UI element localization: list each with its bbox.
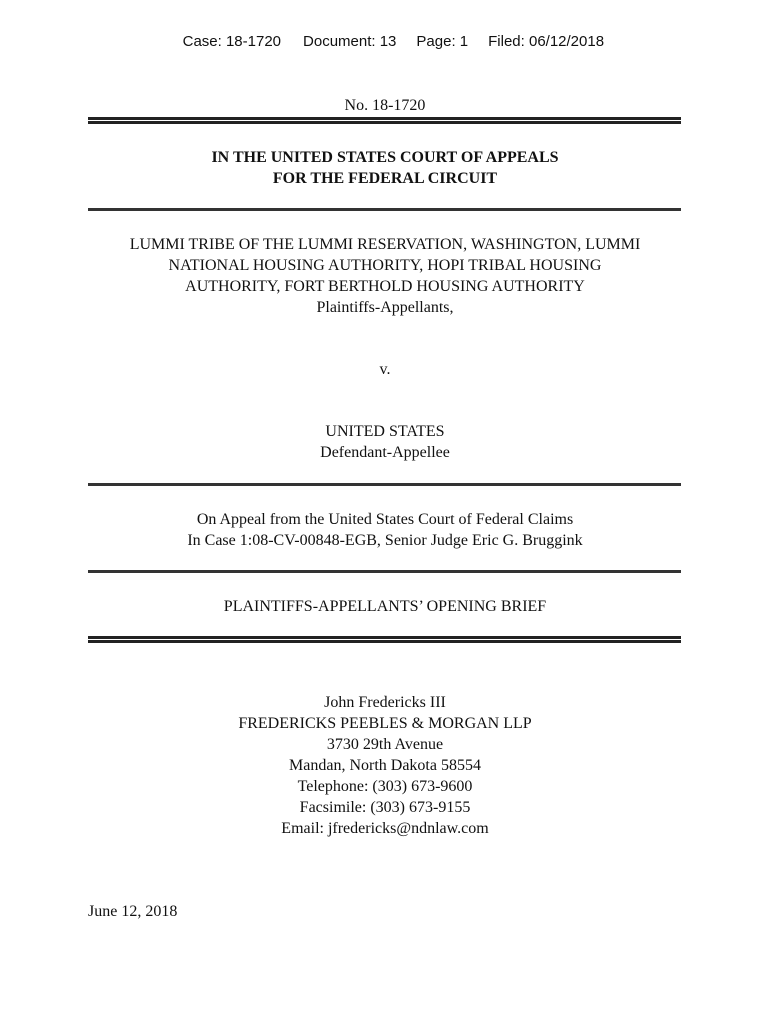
header-document: Document: 13 (303, 33, 397, 50)
plaintiffs-line-1: LUMMI TRIBE OF THE LUMMI RESERVATION, WASHINGTON, LUMMI (129, 236, 641, 253)
header-case: Case: 18-1720 (182, 33, 282, 50)
header-page: Page: 1 (416, 33, 469, 50)
plaintiffs-block (88, 234, 682, 318)
counsel-name: John Fredericks III (324, 694, 446, 711)
appeal-block (88, 509, 682, 551)
double-rule-bottom (88, 636, 681, 641)
court-caption (88, 147, 682, 189)
filing-header (0, 16, 770, 67)
rule-after-defendant (88, 483, 681, 486)
counsel-address-2: Mandan, North Dakota 58554 (289, 757, 481, 774)
plaintiffs-line-3: AUTHORITY, FORT BERTHOLD HOUSING AUTHORITY (185, 278, 585, 295)
appeal-line-1: On Appeal from the United States Court of Federal Claims (196, 511, 574, 528)
counsel-email: Email: jfredericks@ndnlaw.com (281, 820, 489, 837)
counsel-address-1: 3730 29th Avenue (326, 736, 444, 753)
header-filed: Filed: 06/12/2018 (488, 33, 605, 50)
plaintiffs-line-2: NATIONAL HOUSING AUTHORITY, HOPI TRIBAL HOUSING (168, 257, 602, 274)
versus: v. (379, 361, 391, 378)
counsel-telephone: Telephone: (303) 673-9600 (297, 778, 473, 795)
defendant-block (88, 421, 682, 463)
rule-after-court (88, 208, 681, 211)
counsel-facsimile: Facsimile: (303) 673-9155 (299, 799, 471, 816)
counsel-firm: FREDERICKS PEEBLES & MORGAN LLP (238, 715, 532, 732)
defendant-name: UNITED STATES (325, 423, 445, 440)
rule-after-appeal (88, 570, 681, 573)
brief-title: PLAINTIFFS-APPELLANTS’ OPENING BRIEF (223, 598, 547, 615)
docket-number: No. 18-1720 (344, 97, 426, 114)
counsel-block (88, 692, 682, 839)
plaintiffs-role: Plaintiffs-Appellants, (316, 299, 454, 316)
double-rule-top (88, 117, 681, 122)
court-line-2: FOR THE FEDERAL CIRCUIT (272, 170, 498, 187)
filing-date: June 12, 2018 (88, 903, 178, 920)
appeal-line-2: In Case 1:08-CV-00848-EGB, Senior Judge Eric G. Bruggink (187, 532, 583, 549)
defendant-role: Defendant-Appellee (320, 444, 450, 461)
court-line-1: IN THE UNITED STATES COURT OF APPEALS (211, 149, 559, 166)
